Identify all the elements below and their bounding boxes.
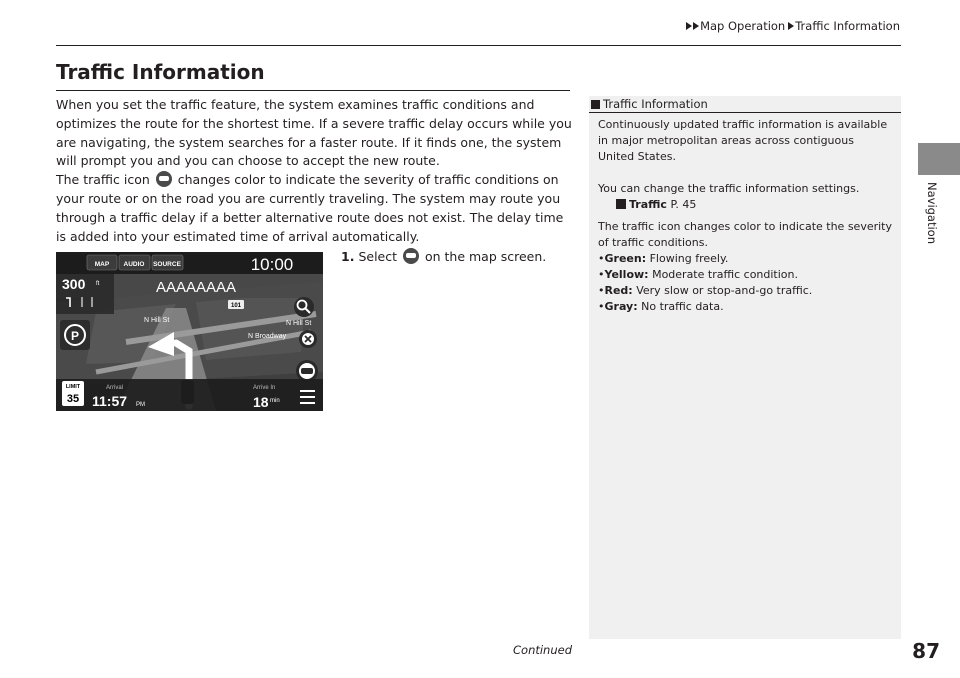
parking-icon[interactable] [60,320,90,350]
header-rule [56,45,901,46]
map-screen [56,252,323,411]
map-tab[interactable]: MAP [94,261,110,268]
cross-reference[interactable]: Traffic P. 45 [598,197,893,213]
note-marker-icon [591,100,600,109]
paragraph-route: When you set the traffic feature, the system examines traffic conditions and optimizes the route for the shortest time. If a severe traffic delay occurs while you are navigating, the system searches for a faster route. If it finds one, the system will prompt you and you can choose to accept the new route. [56,97,572,169]
list-item: •Green: Flowing freely. [598,252,729,265]
turn-distance-unit: ft [96,281,100,287]
page-title: Traffic Information [56,60,265,84]
breadcrumb-item-traffic-information[interactable]: Traffic Information [795,19,900,33]
reference-arrow-icon [616,199,626,209]
search-icon[interactable] [294,297,314,317]
arrive-in-value: 18 [253,394,269,410]
source-tab[interactable]: SOURCE [153,261,181,268]
svg-text:P: P [70,329,80,343]
breadcrumb-arrow-icon [693,22,699,30]
note-body [598,117,893,315]
note-heading: Traffic Information [589,96,901,113]
traffic-icon [156,171,172,187]
arrive-in-unit: min [270,398,280,404]
arrival-time: 11:57 [92,393,128,409]
note-paragraph: Continuously updated traffic information is available in major metropolitan areas across contiguous United States. [598,118,888,163]
note-paragraph: The traffic icon changes color to indicate the severity of traffic conditions. [598,220,893,249]
page-number: 87 [912,639,940,663]
list-item: •Yellow: Moderate traffic condition. [598,268,798,281]
close-icon[interactable] [299,330,317,348]
arrival-label: Arrival [106,385,124,391]
breadcrumb-item-map-operation[interactable]: Map Operation [700,19,786,33]
arrive-in-label: Arrive In [253,385,276,391]
street-label: N Hill St [286,320,312,327]
speed-limit-label: LIMIT [65,384,81,390]
continued-label: Continued [513,643,573,657]
paragraph-traffic-icon: The traffic icon changes color to indicate the severity of traffic conditions on your route or on the road you are currently traveling. The system may route you through a traffic delay if a better alternative route does not exist. The delay time is added into your estimated time of arrival automatically. [56,172,564,244]
clock: 10:00 [250,255,294,274]
audio-tab[interactable]: AUDIO [123,261,145,268]
list-item: •Gray: No traffic data. [598,300,724,313]
section-tab [918,143,960,175]
street-banner: AAAAAAAA [156,279,237,296]
breadcrumb-arrow-icon [686,22,692,30]
title-rule [56,90,570,91]
traffic-icon[interactable] [296,360,318,382]
breadcrumb-arrow-icon [788,22,794,30]
speed-limit-value: 35 [66,393,80,405]
route-shield: 101 [230,303,242,309]
traffic-icon [403,248,419,264]
note-paragraph: You can change the traffic information settings. [598,182,860,195]
step-1: 1. Select on the map screen. [341,249,547,264]
breadcrumb [686,19,900,33]
turn-distance: 300 [62,276,86,292]
body-text [56,96,572,246]
street-label: N Hill St [144,317,170,324]
arrival-ampm: PM [136,402,145,408]
section-label: Navigation [925,181,939,245]
street-label: N Broadway [248,333,287,340]
list-item: •Red: Very slow or stop-and-go traffic. [598,284,813,297]
